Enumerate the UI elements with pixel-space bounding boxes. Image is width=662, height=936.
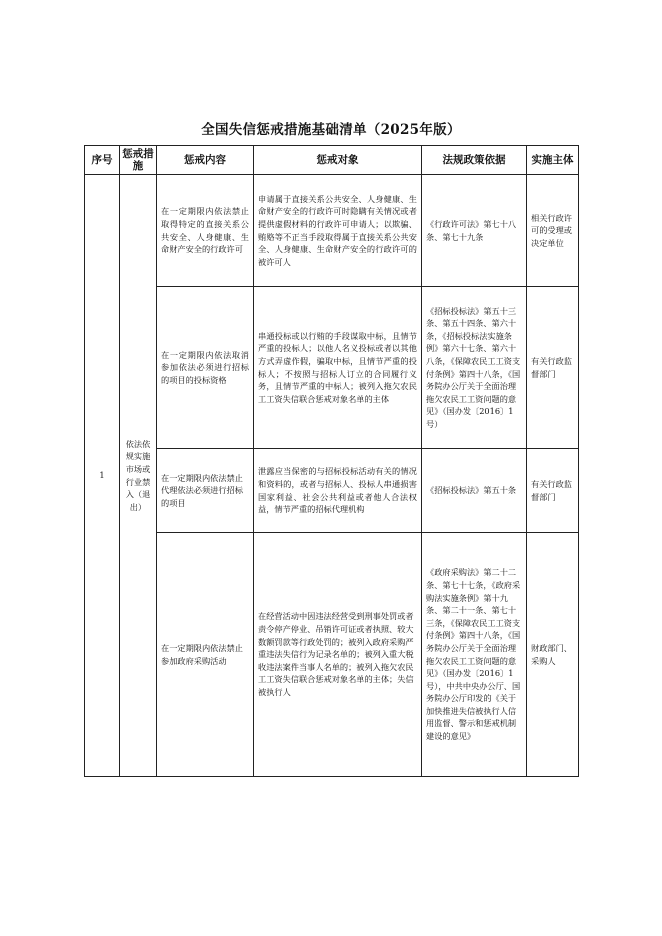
org-cell: 财政部门、采购人 [527,533,579,777]
table-row [85,287,579,449]
header-no: 序号 [85,146,120,175]
table-row [85,533,579,777]
basis-cell: 《政府采购法》第二十二条、第七十七条，《政府采购法实施条例》第十九条、第二十一条、第七十三条，《保障农民工工资支付条例》第四十八条，《国务院办公厅关于全面治理拖欠农民工工资问题的意见》（国办发〔2016〕1号），中共中央办公厅、国务院办公厅印发的《关于加快推进失信被执行人信用监督、警示和惩戒机制建设的意见》 [422,533,527,777]
measure-cell: 依法依规实施市场或行业禁入（退出） [120,175,157,777]
measures-table [84,145,579,777]
header-target: 惩戒对象 [254,146,422,175]
target-cell: 申请属于直接关系公共安全、人身健康、生命财产安全的行政许可时隐瞒有关情况或者提供虚假材料的行政许可申请人；以欺骗、贿赂等不正当手段取得属于直接关系公共安全、人身健康、生命财产安全的行政许可的被许可人 [254,175,422,287]
header-basis: 法规政策依据 [422,146,527,175]
row-number: 1 [85,175,120,777]
target-cell: 在经营活动中因违法经营受到刑事处罚或者责令停产停业、吊销许可证或者执照、较大数额罚款等行政处罚的；被列入政府采购严重违法失信行为记录名单的；被列入重大税收违法案件当事人名单的；被列入拖欠农民工工资失信联合惩戒对象名单的主体；失信被执行人 [254,533,422,777]
target-cell: 串通投标或以行贿的手段谋取中标，且情节严重的投标人；以他人名义投标或者以其他方式弄虚作假，骗取中标，且情节严重的投标人；不按照与招标人订立的合同履行义务，且情节严重的中标人；被列入拖欠农民工工资失信联合惩戒对象名单的主体 [254,287,422,449]
content-cell: 在一定期限内依法禁止取得特定的直接关系公共安全、人身健康、生命财产安全的行政许可 [157,175,254,287]
content-cell: 在一定期限内依法取消参加依法必须进行招标的项目的投标资格 [157,287,254,449]
basis-cell: 《招标投标法》第五十三条、第五十四条、第六十条，《招标投标法实施条例》第六十七条、第六十八条，《保障农民工工资支付条例》第四十八条，《国务院办公厅关于全面治理拖欠农民工工资问题的意见》（国办发〔2016〕1号） [422,287,527,449]
basis-cell: 《行政许可法》第七十八条、第七十九条 [422,175,527,287]
header-org: 实施主体 [527,146,579,175]
content-cell: 在一定期限内依法禁止参加政府采购活动 [157,533,254,777]
header-row [85,146,579,175]
table-row [85,175,579,287]
content-cell: 在一定期限内依法禁止代理依法必须进行招标的项目 [157,449,254,533]
header-measure: 惩戒措施 [120,146,157,175]
org-cell: 有关行政监督部门 [527,287,579,449]
header-content: 惩戒内容 [157,146,254,175]
table-row [85,449,579,533]
target-cell: 泄露应当保密的与招标投标活动有关的情况和资料的，或者与招标人、投标人串通损害国家利益、社会公共利益或者他人合法权益，情节严重的招标代理机构 [254,449,422,533]
org-cell: 相关行政许可的受理或决定单位 [527,175,579,287]
page-title: 全国失信惩戒措施基础清单（2025年版） [201,122,461,138]
basis-cell: 《招标投标法》第五十条 [422,449,527,533]
org-cell: 有关行政监督部门 [527,449,579,533]
